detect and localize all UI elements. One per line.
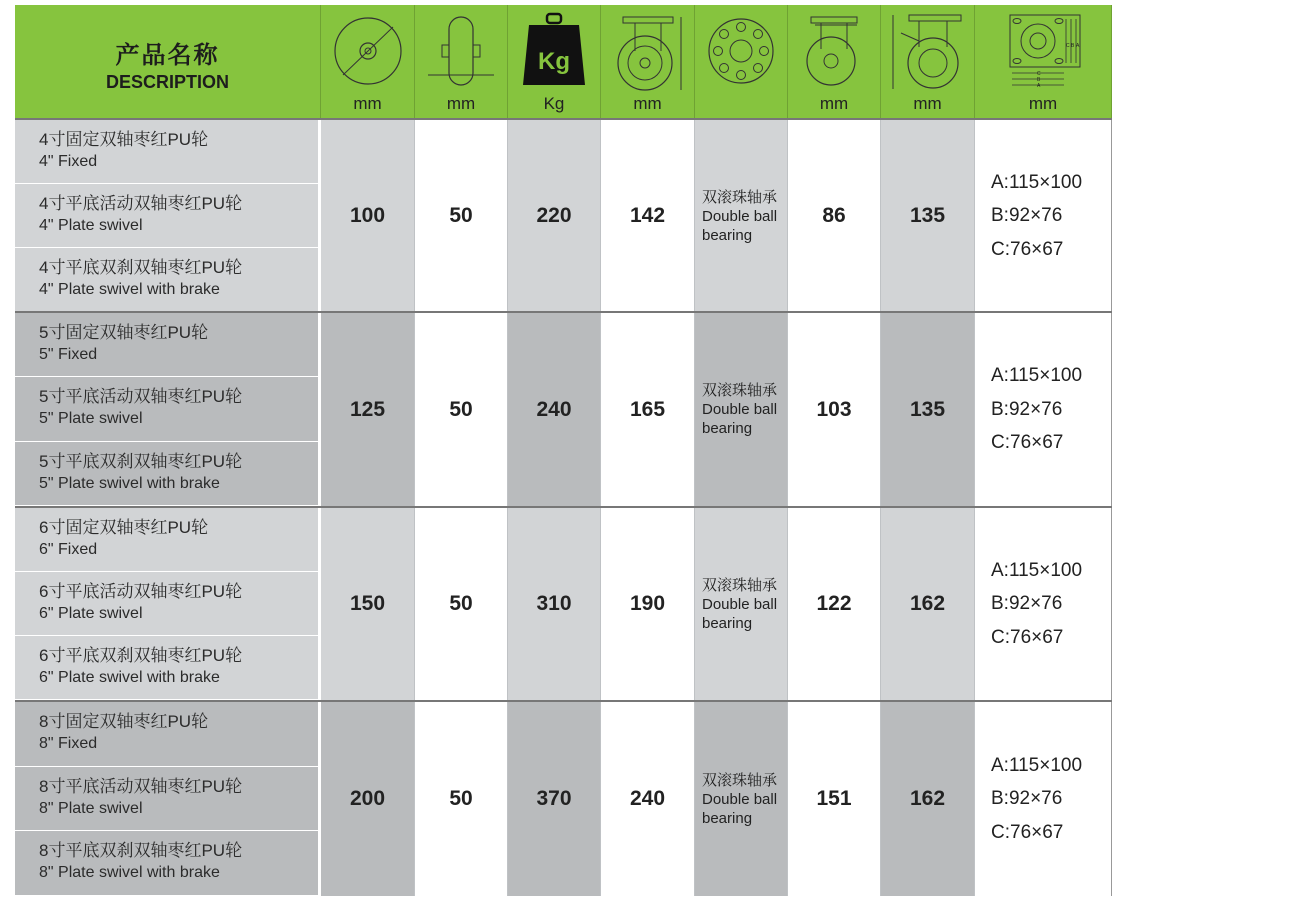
- load-weight-icon: [515, 11, 593, 91]
- bearing-line: Double ball: [702, 790, 778, 808]
- product-row: [15, 702, 320, 767]
- product-row: [15, 831, 320, 896]
- value-cell: 190: [601, 508, 695, 700]
- value-cell: 162: [881, 702, 975, 896]
- brake-caster-icon: [889, 11, 967, 91]
- product-row: [15, 508, 320, 572]
- value-cell: 151: [788, 702, 881, 896]
- product-name-en: 8" Plate swivel: [39, 799, 143, 817]
- bearing-line: bearing: [702, 420, 753, 437]
- header-unit-2: mm: [446, 94, 476, 113]
- bearing-line: bearing: [702, 226, 753, 244]
- product-name-en: 5" Plate swivel with brake: [39, 474, 220, 492]
- plate-size-line: A:115×100: [991, 365, 1083, 387]
- product-row: [15, 572, 320, 636]
- bearing-line: Double ball: [702, 595, 778, 613]
- header-col-3: [508, 5, 601, 119]
- value-cell: 122: [788, 508, 881, 700]
- product-row: [15, 442, 320, 506]
- bearing-line: 双滚珠轴承: [702, 188, 778, 206]
- product-name-cn: 4寸平底活动双轴枣红PU轮: [39, 194, 243, 213]
- bearing-icon: [702, 11, 780, 91]
- product-name-en: 6" Plate swivel with brake: [39, 669, 220, 686]
- value-cell: 103: [788, 313, 881, 506]
- plate-dim-letter: B: [1037, 77, 1041, 83]
- value-cell: 142: [601, 120, 695, 312]
- product-name-cn: 6寸固定双轴枣红PU轮: [39, 518, 209, 537]
- bearing-cell: [695, 120, 788, 312]
- product-name-cn: 5寸平底活动双轴枣红PU轮: [39, 387, 243, 407]
- plate-size-line: C:76×67: [991, 626, 1064, 648]
- product-name-en: 4" Fixed: [39, 153, 98, 170]
- header-unit-8: mm: [1028, 94, 1058, 113]
- plate-size-line: A:115×100: [991, 559, 1083, 581]
- total-height-icon: [609, 11, 687, 91]
- value-cell: 220: [508, 120, 601, 312]
- header-col-8: [975, 5, 1112, 119]
- top-plate-icon: [1004, 11, 1082, 91]
- value-cell: 200: [321, 702, 415, 896]
- value-cell: 135: [881, 120, 975, 312]
- product-name-en: 8" Fixed: [39, 735, 98, 752]
- product-row: [15, 636, 320, 700]
- value-cell: 135: [881, 313, 975, 506]
- product-row: [15, 184, 320, 248]
- plate-dim-letter: B: [1071, 43, 1075, 49]
- value-cell: 310: [508, 508, 601, 700]
- plate-size-line: C:76×67: [991, 432, 1064, 454]
- icon-text: Kg: [538, 48, 570, 75]
- plate-dim-letter: C: [1066, 43, 1070, 49]
- value-cell: 240: [601, 702, 695, 896]
- bearing-line: Double ball: [702, 401, 778, 418]
- header-unit-4: mm: [633, 94, 662, 113]
- plate-size-line: B:92×76: [991, 593, 1063, 615]
- product-name-cn: 4寸固定双轴枣红PU轮: [39, 130, 209, 149]
- product-row: [15, 767, 320, 832]
- product-name-en: 4" Plate swivel: [39, 217, 143, 234]
- value-cell: 86: [788, 120, 881, 312]
- header-col-1: [321, 5, 415, 119]
- plate-size-line: A:115×100: [991, 754, 1083, 776]
- header-title-cn: 产品名称: [115, 42, 220, 69]
- product-row: [15, 120, 320, 184]
- plate-size-cell: [975, 702, 1112, 896]
- bearing-line: 双滚珠轴承: [702, 771, 778, 789]
- value-cell: 100: [321, 120, 415, 312]
- product-name-cn: 8寸平底双刹双轴枣红PU轮: [39, 841, 243, 861]
- header-col-4: [601, 5, 695, 119]
- bearing-line: bearing: [702, 614, 753, 632]
- offset-icon: [795, 11, 873, 91]
- bearing-line: 双滚珠轴承: [702, 382, 778, 399]
- plate-size-line: B:92×76: [991, 398, 1063, 420]
- value-cell: 50: [415, 120, 508, 312]
- product-row: [15, 248, 320, 312]
- header-title-en: DESCRIPTION: [105, 72, 229, 92]
- product-name-en: 5" Fixed: [39, 346, 98, 363]
- product-name-en: 4" Plate swivel with brake: [39, 281, 220, 298]
- header-col-2: [415, 5, 508, 119]
- plate-size-line: B:92×76: [991, 788, 1063, 810]
- header-col-5: [695, 5, 788, 119]
- value-cell: 165: [601, 313, 695, 506]
- product-name-en: 8" Plate swivel with brake: [39, 864, 220, 882]
- header-unit-7: mm: [913, 94, 942, 113]
- bearing-line: Double ball: [702, 207, 778, 225]
- bearing-cell: [695, 702, 788, 896]
- plate-size-line: C:76×67: [991, 238, 1064, 260]
- product-name-cn: 4寸平底双刹双轴枣红PU轮: [39, 258, 243, 277]
- value-cell: 125: [321, 313, 415, 506]
- header-unit-3: Kg: [543, 94, 565, 113]
- header-unit-6: mm: [819, 94, 849, 113]
- bearing-cell: [695, 313, 788, 506]
- value-cell: 240: [508, 313, 601, 506]
- value-cell: 50: [415, 313, 508, 506]
- value-cell: 150: [321, 508, 415, 700]
- product-row: [15, 377, 320, 441]
- value-cell: 50: [415, 508, 508, 700]
- product-name-cn: 6寸平底双刹双轴枣红PU轮: [39, 646, 243, 665]
- product-name-cn: 5寸固定双轴枣红PU轮: [39, 323, 209, 342]
- plate-size-line: B:92×76: [991, 205, 1063, 227]
- bearing-cell: [695, 508, 788, 700]
- bearing-line: 双滚珠轴承: [702, 576, 778, 594]
- bearing-line: bearing: [702, 809, 753, 827]
- product-name-cn: 6寸平底活动双轴枣红PU轮: [39, 582, 243, 601]
- spec-table: [15, 5, 1112, 896]
- value-cell: 370: [508, 702, 601, 896]
- header-col-7: [881, 5, 975, 119]
- wheel-diameter-icon: [329, 11, 407, 91]
- product-name-cn: 8寸平底活动双轴枣红PU轮: [39, 776, 243, 796]
- plate-dim-letter: A: [1076, 43, 1080, 49]
- product-row: [15, 313, 320, 377]
- product-name-en: 6" Plate swivel: [39, 605, 143, 622]
- plate-size-line: C:76×67: [991, 821, 1064, 843]
- header-unit-1: mm: [353, 94, 382, 113]
- plate-size-cell: [975, 313, 1112, 506]
- plate-size-cell: [975, 508, 1112, 700]
- header-description: [15, 5, 321, 119]
- plate-size-cell: [975, 120, 1112, 312]
- plate-dim-letter: C: [1037, 71, 1041, 77]
- product-name-cn: 8寸固定双轴枣红PU轮: [39, 712, 209, 731]
- plate-size-line: A:115×100: [991, 171, 1083, 193]
- value-cell: 162: [881, 508, 975, 700]
- product-name-cn: 5寸平底双刹双轴枣红PU轮: [39, 451, 243, 471]
- product-name-en: 5" Plate swivel: [39, 410, 143, 428]
- value-cell: 50: [415, 702, 508, 896]
- wheel-width-icon: [422, 11, 500, 91]
- header-col-6: [788, 5, 881, 119]
- plate-dim-letter: A: [1037, 83, 1041, 89]
- product-name-en: 6" Fixed: [39, 541, 98, 558]
